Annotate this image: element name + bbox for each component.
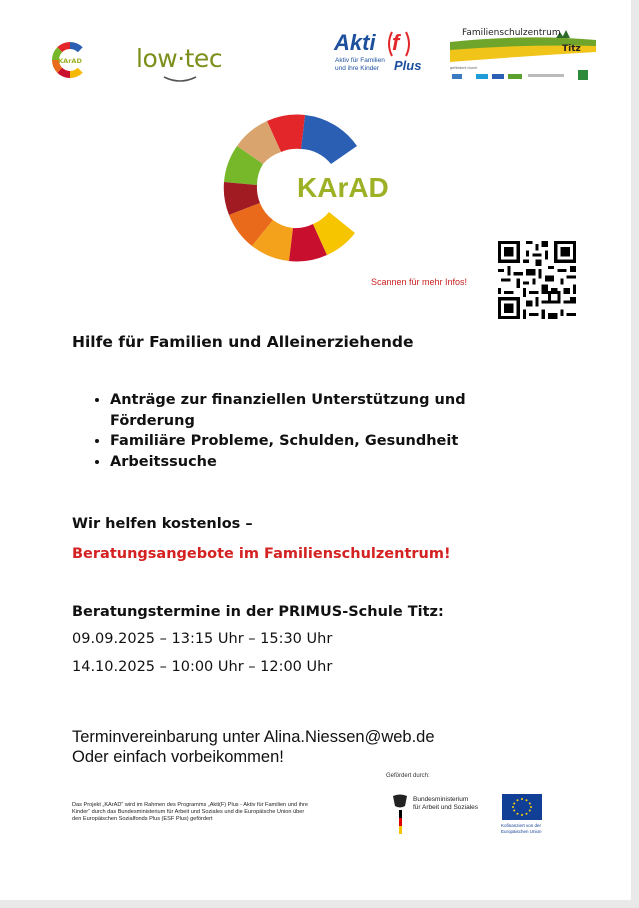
funded-by-label: Gefördert durch: (386, 773, 430, 779)
lowtec-smile-icon (160, 76, 200, 84)
appointment-date: 09.09.2025 – 13:15 Uhr – 15:30 Uhr (72, 631, 333, 647)
aktif-word: Akti (334, 30, 376, 55)
list-item: • Anträge zur finanziellen Unterstützung und Förderung (110, 390, 530, 431)
qr-code-icon[interactable] (498, 241, 576, 319)
familienschulzentrum-place: Titz (562, 44, 581, 54)
appointments-heading: Beratungstermine in der PRIMUS-Schule Titz: (72, 604, 444, 620)
aktif-subtitle-1: Aktiv für Familien (335, 57, 385, 64)
qr-caption: Scannen für mehr Infos! (371, 277, 468, 287)
aktif-plus-logo (330, 24, 430, 88)
list-item: • Familiäre Probleme, Schulden, Gesundheit (110, 431, 530, 452)
list-item: • Arbeitssuche (110, 452, 530, 473)
aktif-plus: Plus (394, 58, 422, 73)
contact-walkin-line: Oder einfach vorbeikommen! (72, 748, 284, 766)
karad-small-logo-text: KArAD (58, 57, 82, 65)
free-help-text: Wir helfen kostenlos – (72, 516, 253, 532)
parentheses-icon (386, 30, 412, 58)
bmas-line-1: Bundesministerium (413, 796, 469, 803)
contact-email-line[interactable]: Terminvereinbarung unter Alina.Niessen@web.de (72, 728, 435, 746)
project-note: Das Projekt „KArAD“ wird im Rahmen des Programms „Akti(F) Plus - Aktiv für Familien und ihre Kinder“ durch das Bundesministerium für Arbeit und Soziales und die Europäische Union über den Europäischen Sozialfonds Plus (ESF Plus) gefördert (72, 802, 308, 822)
appointment-date: 14.10.2025 – 10:00 Uhr – 12:00 Uhr (72, 659, 333, 675)
eu-line-2: Europäischen Union (501, 828, 542, 834)
familienschulzentrum-sponsor-note: gefördert durch (450, 66, 478, 70)
aktif-subtitle-2: und ihre Kinder (335, 65, 380, 72)
lowtec-logo: low·tec (136, 44, 223, 73)
karad-main-logo-text: KArAD (297, 172, 389, 203)
bmas-line-2: für Arbeit und Soziales (413, 804, 479, 811)
eu-flag-icon (502, 794, 542, 820)
karad-small-logo (50, 40, 90, 80)
contact-block (72, 727, 435, 767)
page-heading: Hilfe für Familien und Alleinerziehende (72, 333, 414, 351)
familienschulzentrum-title: Familienschulzentrum (462, 28, 561, 38)
federal-eagle-icon (389, 794, 411, 836)
bmas-logo-text (413, 796, 478, 812)
aktif-f: f (392, 30, 400, 55)
eu-line-1: Kofinanziert von der (501, 823, 542, 828)
offers-highlight: Beratungsangebote im Familienschulzentrum! (72, 546, 451, 562)
topics-list (90, 390, 530, 472)
eu-cofunded-text (501, 823, 542, 834)
